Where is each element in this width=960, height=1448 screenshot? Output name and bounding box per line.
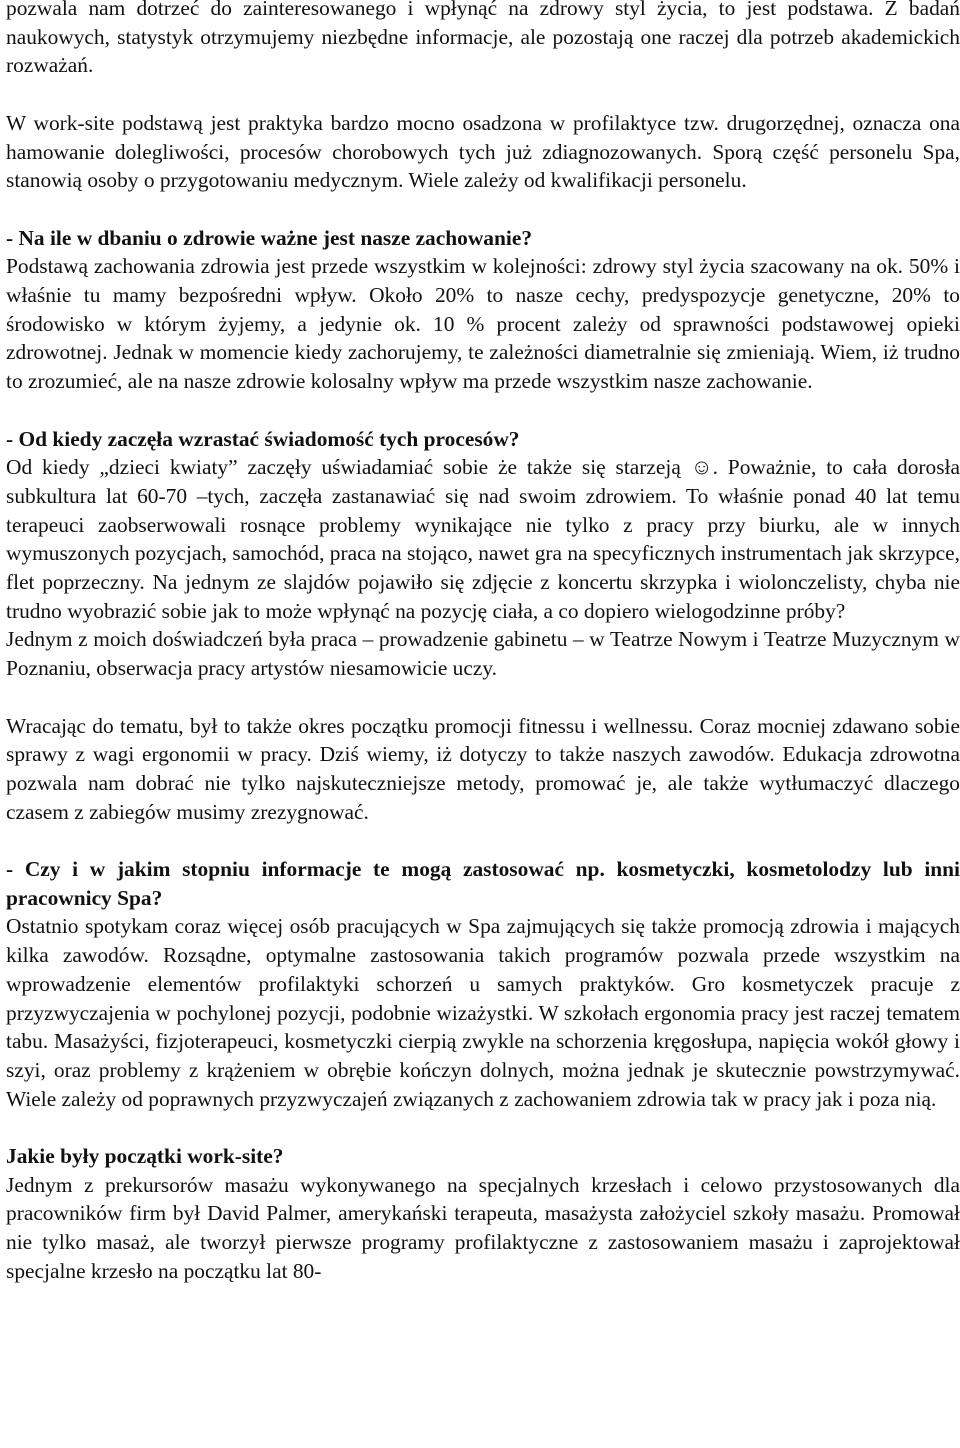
answer-beginnings: Jednym z prekursorów masażu wykonywanego na specjalnych krzesłach i celowo przystosowanych dla pracowników firm był David Palmer, amerykański terapeuta, masażysta założyciel szkoły masażu. Promował nie tylko masaż, ale tworzył pierwsze programy profilaktyczne z zastosowaniem masażu i zaprojektował specjalne krzesło na początku lat 80- (6, 1172, 960, 1283)
paragraph-intro: pozwala nam dotrzeć do zainteresowanego i wpłynąć na zdrowy styl życia, to jest podstawa. Z badań naukowych, statystyk otrzymujemy niezbędne informacje, ale pozostają one raczej dla potrzeb akademickich rozważań. (6, 0, 960, 78)
question-awareness: - Od kiedy zaczęła wzrastać świadomość tych procesów? (6, 426, 520, 451)
spacer (6, 1113, 960, 1142)
paragraph-work-site: W work-site podstawą jest praktyka bardzo mocno osadzona w profilaktyce tzw. drugorzędnej, oznacza ona hamowanie dolegliwości, procesów chorobowych tych już zdiagnozowanych. Sporą część personelu Spa, stanowią osoby o przygotowaniu medycznym. Wiele zależy od kwalifikacji personelu. (6, 110, 960, 193)
spacer (6, 826, 960, 855)
spacer (6, 396, 960, 425)
question-behavior: - Na ile w dbaniu o zdrowie ważne jest nasze zachowanie? (6, 225, 533, 250)
question-beginnings: Jakie były początki work-site? (6, 1144, 284, 1169)
spacer (6, 80, 960, 109)
spacer (6, 683, 960, 712)
answer-awareness-theatre: Jednym z moich doświadczeń była praca – prowadzenie gabinetu – w Teatrze Nowym i Teatrze Muzycznym w Poznaniu, obserwacja pracy artystów niesamowicie uczy. (6, 627, 960, 681)
question-spa-workers: - Czy i w jakim stopniu informacje te mogą zastosować np. kosmetyczki, kosmetolodzy lub inni pracownicy Spa? (6, 857, 960, 910)
answer-spa-workers: Ostatnio spotykam coraz więcej osób pracujących w Spa zajmujących się także promocją zdrowia i mających kilka zawodów. Rozsądne, optymalne zastosowania takich programów pozwala przede wszystkim na wprowadzenie elementów profilaktyki schorzeń u samych praktyków. Gro kosmetyczek pracuje z przyzwyczajenia w pochylonej pozycji, podobnie wizażystki. W szkołach ergonomia pracy jest raczej tematem tabu. Masażyści, fizjoterapeuci, kosmetyczki cierpią zwykle na schorzenia kręgosłupa, napięcia wokół głowy i szyi, oraz problemy z krążeniem w obrębie kończyn dolnych, można jednak je skutecznie powstrzymywać. Wiele zależy od poprawnych przyzwyczajeń związanych z zachowaniem zdrowia tak w pracy jak i poza nią. (6, 914, 960, 1111)
answer-behavior: Podstawą zachowania zdrowia jest przede wszystkim w kolejności: zdrowy styl życia szacowany na ok. 50% i właśnie tu mamy bezpośredni wpływ. Około 20% to nasze cechy, predyspozycje genetyczne, 20% to środowisko w którym żyjemy, a jedynie ok. 10 % procent zależy od sprawności podstawowej opieki zdrowotnej. Jednak w momencie kiedy zachorujemy, te zależności diametralnie się zmieniają. Wiem, iż trudno to zrozumieć, ale na nasze zdrowie kolosalny wpływ ma przede wszystkim nasze zachowanie. (6, 254, 960, 394)
answer-awareness: Od kiedy „dzieci kwiaty” zaczęły uświadamiać sobie że także się starzeją ☺. Poważnie, to cała dorosła subkultura lat 60-70 –tych, zaczęła zastanawiać się nad swoim zdrowiem. To właśnie ponad 40 lat temu terapeuci zaobserwowali rosnące problemy wynikające nie tylko z pracy przy biurku, ale w innych wymuszonych pozycjach, samochód, praca na stojąco, nawet gra na specyficznych instrumentach jak skrzypce, flet poprzeczny. Na jednym ze slajdów pojawiło się zdjęcie z koncertu skrzypka i wiolonczelisty, chyba nie trudno wyobrazić sobie jak to może wpłynąć na pozycję ciała, a co dopiero wielogodzinne próby? (6, 455, 960, 623)
spacer (6, 195, 960, 224)
paragraph-fitness: Wracając do tematu, był to także okres początku promocji fitnessu i wellnessu. Coraz mocniej zdawano sobie sprawy z wagi ergonomii w pracy. Dziś wiemy, iż dotyczy to także naszych zawodów. Edukacja zdrowotna pozwala nam dobrać nie tylko najskuteczniejsze metody, promować je, ale także wytłumaczyć dlaczego czasem z zabiegów musimy zrezygnować. (6, 713, 960, 824)
